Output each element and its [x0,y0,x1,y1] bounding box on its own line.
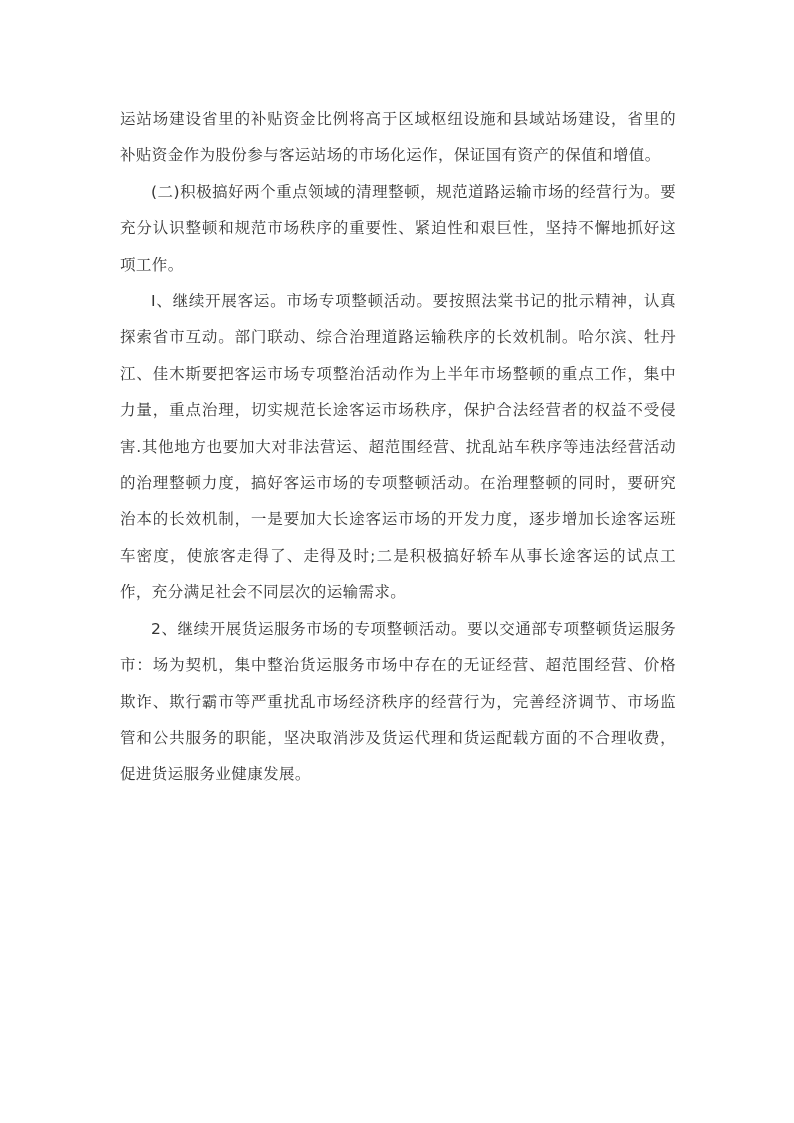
paragraph-section-two: (二)积极搞好两个重点领域的清理整顿，规范道路运输市场的经营行为。要充分认识整顿和规范市场秩序的重要性、紧迫性和艰巨性，坚持不懈地抓好这项工作。 [120,182,676,274]
paragraph-item-two: 2、继续开展货运服务市场的专项整顿活动。要以交通部专项整顿货运服务市：场为契机，集中整治货运服务市场中存在的无证经营、超范围经营、价格欺诈、欺行霸市等严重扰乱市场经济秩序的经营行为，完善经济调节、市场监管和公共服务的职能，坚决取消涉及货运代理和货运配载方面的不合理收费，促进货运服务业健康发展。 [120,619,676,784]
paragraph-item-one: Ⅰ、继续开展客运。市场专项整顿活动。要按照法棠书记的批示精神，认真探索省市互动。部门联动、综合治理道路运输秩序的长效机制。哈尔滨、牡丹江、佳木斯要把客运市场专项整治活动作为上半年市场整顿的重点工作，集中力量，重点治理，切实规范长途客运市场秩序，保护合法经营者的权益不受侵害.其他地方也要加大对非法营运、超范围经营、扰乱站车秩序等违法经营活动的治理整顿力度，搞好客运市场的专项整顿活动。在治理整顿的同时，要研究治本的长效机制，一是要加大长途客运市场的开发力度，逐步增加长途客运班车密度，使旅客走得了、走得及时;二是积极搞好轿车从事长途客运的试点工作，充分满足社会不同层次的运输需求。 [120,292,676,602]
paragraph-continuation: 运站场建设省里的补贴资金比例将高于区域枢纽设施和县域站场建设，省里的补贴资金作为股份参与客运站场的市场化运作，保证国有资产的保值和增值。 [120,110,676,165]
document-body [120,101,676,793]
